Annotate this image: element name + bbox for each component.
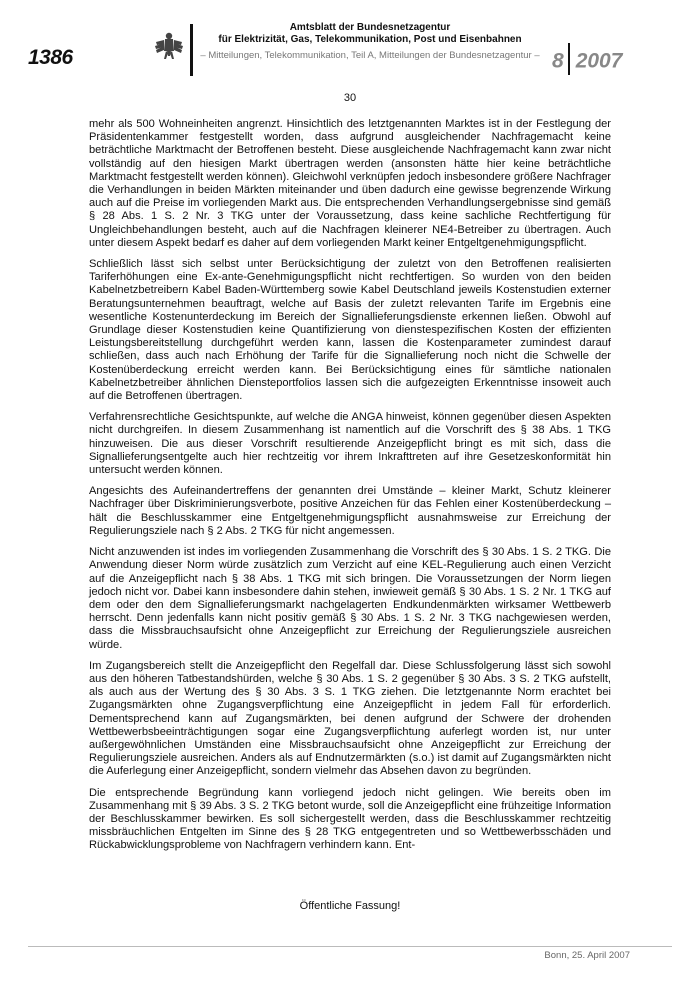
header-divider bbox=[190, 24, 193, 76]
document-body bbox=[89, 118, 611, 861]
public-version-note: Öffentliche Fassung! bbox=[299, 900, 401, 912]
gazette-section: – Mitteilungen, Telekommunikation, Teil A, Mitteilungen der Bundesnetzagentur – bbox=[200, 50, 540, 61]
issue-label bbox=[552, 46, 622, 78]
paragraph: Nicht anzuwenden ist indes im vorliegenden Zusammenhang die Vorschrift des § 30 Abs. 1 S. 2 TKG. Die Anwendung dieser Norm würde zusätzlich zum Verzicht auf eine KEL-Regulierung auch einen Verzicht auf die Anzeigepflicht nach § 38 Abs. 1 TKG mit sich bringen. Die Voraussetzungen der Norm liegen jedoch nicht vor. Dabei kann insbesondere dahin stehen, inwieweit gemäß § 30 Abs. 1 S. 2 Nr. 1 TKG auf dem oder den dem Signallieferungsmarkt nachgelagerten Endkundenmärkten wirksamer Wettbewerb herrscht. Denn jedenfalls kann nicht positiv gemäß § 30 Abs. 1 S. 2 Nr. 3 TKG nachgewiesen werden, dass die Missbrauchsaufsicht ohne Anzeigepflicht zur Erreichung der Regulierungsziele ausreichen würde. bbox=[89, 546, 611, 651]
paragraph: Schließlich lässt sich selbst unter Berücksichtigung der zuletzt von den Betroffenen realisierten Tariferhöhungen eine Ex-ante-Genehmigungspflicht nicht rechtfertigen. So wurden von den beiden Kabelnetzbetreibern Kabel Baden-Württemberg sowie Kabel Deutschland jeweils Kostenstudien externer Beratungsunternehmen beauftragt, welche auf Basis der zuletzt relevanten Tarife im Ergebnis eine wesentliche Kostenunterdeckung im Bereich der Signallieferungsdienste erkennen ließen. Obwohl auf Grundlage dieser Kostenstudien keine Quantifizierung von dienstespezifischen Kosten der effizienten Leistungsbereitstellung durchgeführt werden kann, lassen die Kostenparameter zumindest darauf schließen, dass auch nach Erhöhung der Tarife für die Signallieferung noch nicht die Schwelle der Kostenüberdeckung erreicht werden kann. Bei Berücksichtigung eines für sämtliche nationalen Kabelnetzbetreiber ähnlichen Diensteportfolios lassen sich die aufgezeigten Erkenntnisse insoweit auch auf die Betroffenen übertragen. bbox=[89, 258, 611, 403]
paragraph: Im Zugangsbereich stellt die Anzeigepflicht den Regelfall dar. Diese Schlussfolgerung lässt sich sowohl aus den höheren Tatbestandshürden, welche § 30 Abs. 1 S. 2 gegenüber § 30 Abs. 3 S. 2 TKG aufstellt, als auch aus der Wertung des § 30 Abs. 3 S. 1 TKG ziehen. Die letztgenannte Norm erachtet bei Zugangsmärkten ohne Zugangsverpflichtung eine Anzeigepflicht in jedem Fall für erforderlich. Dementsprechend kann auf Zugangsmärkten, bei denen aufgrund der Schwere der drohenden Wettbewerbsbeeinträchtigungen sogar eine Zugangsverpflichtung auferlegt worden ist, nur unter außergewöhnlichen Umständen eine Missbrauchsaufsicht ohne Anzeigepflicht zur Erreichung der Regulierungsziele ausreichen. Anders als auf Endnutzermärkten (s.o.) ist damit auf Zugangsmärkten nicht die Auferlegung einer Anzeigepflicht, sondern vielmehr das Absehen davon zu begründen. bbox=[89, 659, 611, 778]
issue-year: 2007 bbox=[575, 49, 623, 73]
issue-number: 8 bbox=[552, 49, 564, 73]
footer-date: Bonn, 25. April 2007 bbox=[544, 950, 630, 961]
federal-eagle-icon bbox=[154, 30, 184, 62]
gazette-title: Amtsblatt der Bundesnetzagentur bbox=[289, 22, 451, 33]
document-page-number: 30 bbox=[343, 92, 357, 104]
issue-separator bbox=[568, 43, 570, 75]
page-number: 1386 bbox=[28, 46, 73, 69]
paragraph: mehr als 500 Wohneinheiten angrenzt. Hinsichtlich des letztgenannten Marktes ist in der Festlegung der Präsidentenkammer festgestellt worden, dass aufgrund ausgleichender Nachfragemacht keine beträchtliche Marktmacht der Betroffenen besteht. Diese ausgleichende Nachfragemacht kann zwar nicht vollständig auf den hiesigen Markt übertragen werden (ansonsten hätte hier keine beträchtliche Marktmacht festgestellt werden können). Gleichwohl verknüpfen jedoch insbesondere größere Nachfrager die Verhandlungen in beiden Märkten miteinander und üben dadurch eine gewisse begrenzende Wirkung auch auf die Preise im vorliegenden Markt aus. Die entsprechenden Verhandlungsergebnisse sind gemäß § 28 Abs. 1 S. 2 Nr. 3 TKG unter der Voraussetzung, dass keine sachliche Rechtfertigung für Ungleichbehandlungen besteht, auch auf die Nachfragen kleinerer NE4-Betreiber zu übertragen. Auch unter diesem Aspekt bedarf es daher auf dem vorliegenden Markt keiner Entgeltgenehmigungspflicht. bbox=[89, 118, 611, 249]
gazette-subtitle: für Elektrizität, Gas, Telekommunikation, Post und Eisenbahnen bbox=[218, 34, 522, 45]
paragraph: Verfahrensrechtliche Gesichtspunkte, auf welche die ANGA hinweist, können gegenüber diesen Aspekten nicht durchgreifen. In diesem Zusammenhang ist namentlich auf die Vorschrift des § 38 Abs. 1 TKG hinzuweisen. Die aus dieser Vorschrift resultierende Anzeigepflicht bringt es mit sich, dass die Signallieferungsentgelte auch hier rechtzeitig vor ihrem Inkrafttreten auf ihre Gesetzeskonformität hin untersucht werden können. bbox=[89, 411, 611, 477]
footer-divider bbox=[28, 946, 672, 947]
paragraph: Angesichts des Aufeinandertreffens der genannten drei Umstände – kleiner Markt, Schutz kleinerer Nachfrager über Diskriminierungsverbote, positive Anzeichen für das Fehlen einer Kostenüberdeckung – hält die Beschlusskammer eine Entgeltgenehmigungspflicht ausnahmsweise zur Erreichung der Regulierungsziele nach § 2 Abs. 2 TKG für nicht angemessen. bbox=[89, 485, 611, 537]
header-block bbox=[200, 22, 540, 64]
paragraph: Die entsprechende Begründung kann vorliegend jedoch nicht gelingen. Wie bereits oben im Zusammenhang mit § 39 Abs. 3 S. 2 TKG betont wurde, soll die Anzeigepflicht eine frühzeitige Information der Beschlusskammer bewirken. Es soll sichergestellt werden, dass die Beschlusskammer rechtzeitig missbräuchlichen Entgelten im Sinne des § 28 TKG entgegentreten und so Wettbewerbsschäden und Rückabwicklungsprobleme von Nachfragern verhindern kann. Ent- bbox=[89, 786, 611, 852]
